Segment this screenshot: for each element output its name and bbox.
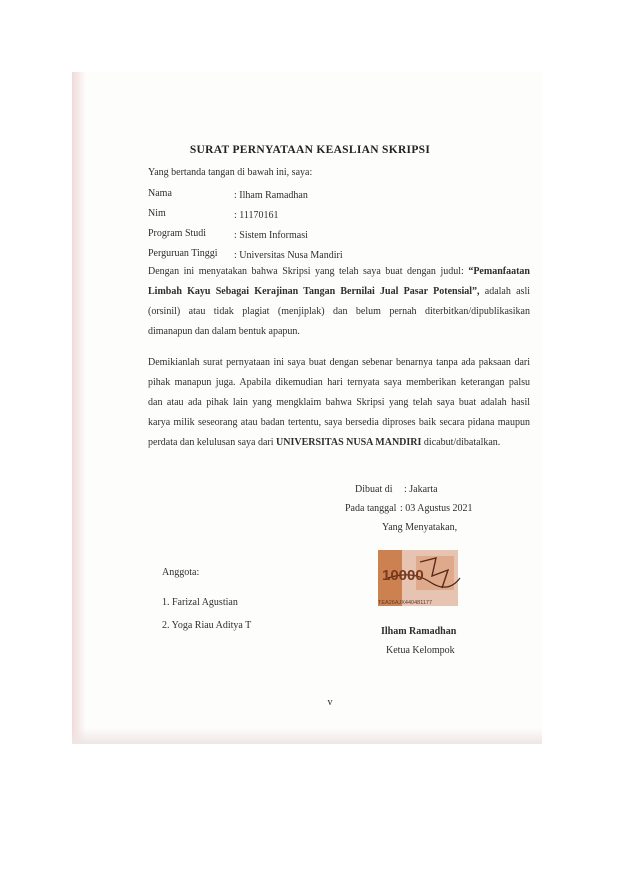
materai-stamp (372, 548, 464, 610)
declaration-line-4: karya milik seseorang atau badan tertentu, saya bersedia diproses baik secara pidana maupun (148, 417, 530, 428)
stamp-denomination: 10000 (382, 567, 424, 584)
statement-line-4: dimanapun dan dalam bentuk apapun. (148, 326, 300, 337)
page-number: v (327, 697, 333, 708)
declaration-line-5: perdata dan kelulusan saya dari (148, 437, 274, 448)
declarant-label: Yang Menyatakan, (382, 522, 458, 533)
members-heading: Anggota: (162, 567, 200, 578)
signer-name: Ilham Ramadhan (381, 626, 457, 637)
statement-line-1: Dengan ini menyatakan bahwa Skripsi yang telah saya buat dengan judul: (148, 266, 464, 277)
statement-paragraph (148, 262, 530, 342)
field-value-nim: : 11170161 (234, 210, 279, 221)
stamp-serial: TEA26AJX440481177 (378, 600, 433, 606)
page-shadow-left (72, 72, 86, 744)
field-label-perguruan-tinggi: Perguruan Tinggi (148, 248, 218, 259)
declaration-line-1: Demikianlah surat pernyataan ini saya buat dengan sebenar benarnya tanpa ada paksaan dari (148, 357, 530, 368)
field-label-nama: Nama (148, 188, 172, 199)
date-label: Pada tanggal (345, 503, 397, 514)
field-value-nama: : Ilham Ramadhan (234, 190, 308, 201)
university-name: UNIVERSITAS NUSA MANDIRI (276, 437, 422, 448)
statement-line-2: adalah asli (484, 286, 531, 297)
declaration-line-3: dan atau ada pihak lain yang mengklaim bahwa Skripsi yang telah saya buat adalah hasil (148, 397, 530, 408)
member-item-1: 1. Farizal Agustian (162, 597, 238, 608)
document-title: SURAT PERNYATAAN KEASLIAN SKRIPSI (189, 144, 431, 156)
declaration-line-2: pihak manapun juga. Apabila dikemudian hari ternyata saya memberikan keterangan palsu (148, 377, 530, 388)
member-item-2: 2. Yoga Riau Aditya T (162, 620, 252, 631)
intro-text: Yang bertanda tangan di bawah ini, saya: (148, 167, 313, 178)
field-value-perguruan-tinggi: : Universitas Nusa Mandiri (234, 250, 343, 261)
declaration-line-5-end: dicabut/dibatalkan. (423, 437, 501, 448)
field-label-program-studi: Program Studi (148, 228, 207, 239)
date-value: : 03 Agustus 2021 (400, 503, 473, 514)
signer-role: Ketua Kelompok (386, 645, 455, 656)
thesis-title-rest: Limbah Kayu Sebagai Kerajinan Tangan Bernilai Jual Pasar Potensial”, (148, 286, 480, 297)
place-label: Dibuat di (355, 484, 393, 495)
statement-line-3: (orsinil) atau tidak plagiat (menjiplak) dan belum pernah diterbitkan/dipublikasikan (148, 306, 530, 317)
declaration-paragraph (148, 353, 530, 453)
place-value: : Jakarta (404, 484, 438, 495)
page-shadow-bottom (72, 728, 542, 744)
thesis-title-start: “Pemanfaatan (468, 266, 530, 277)
field-value-program-studi: : Sistem Informasi (234, 230, 308, 241)
field-label-nim: Nim (148, 208, 166, 219)
